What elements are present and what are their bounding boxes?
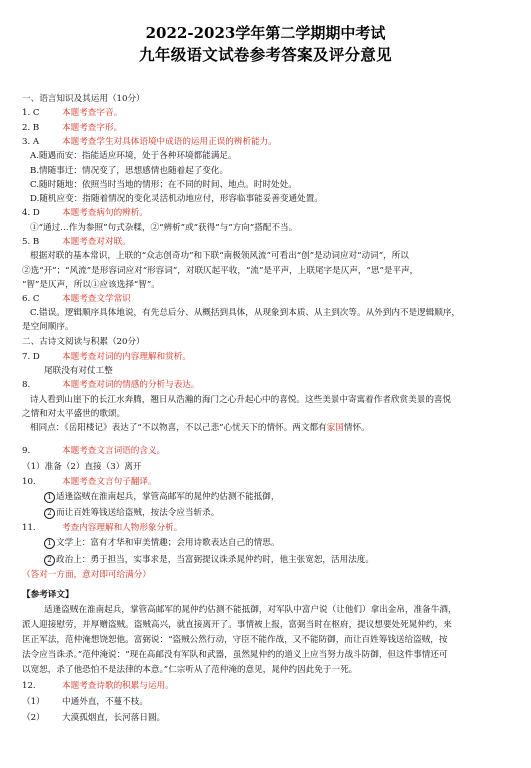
answer-line-q3d [30,194,323,205]
question-number: 1. C [22,108,40,118]
answer-explanation: 本题考查字音。 [62,108,123,118]
page-title: 2022-2023学年第二学期期中考试 [145,24,386,42]
answer-line-q6 [22,294,131,305]
answer-text: 相同点：《岳阳楼记》表达了“不以物喜，不以己悲”心忧天下的情怀。两文都有家国情怀。 [30,423,370,433]
answer-explanation: 本题考查对词的内容理解和赏析。 [62,352,191,362]
answer-text: 匡正军法，范仲淹想饶恕他。富弼说：“盗贼公然行动，守臣不能作战，又不能防御，而让百姓筹钱送给盗贼，按 [22,635,448,645]
answer-explanation: 本题考查对词的情感的分析与表达。 [62,380,200,390]
answer-explanation: 本题考查学生对具体语境中成语的运用正误的辨析能力。 [62,137,277,147]
answer-explanation: 本题考查病句的辨析。 [62,208,148,218]
answer-text: ②选“开”；“风流”是形容词应对“形容词”，对联仄起平收，“流”是平声，上联尾字是仄声，“思”是平声， [22,266,419,276]
answer-line-q10a [44,492,279,503]
answer-line-ref [22,590,74,601]
question-number: 7. D [22,352,40,362]
answer-line-sec2 [22,337,145,348]
answer-line-q10b [44,508,219,519]
answer-line-q9a [22,462,142,473]
answer-line-q12a [22,697,148,708]
answer-line-q11a [44,538,279,549]
answer-line-q5 [22,237,131,248]
answer-line-q7a [44,366,113,377]
answer-line-q10 [22,477,157,488]
question-number: 6. C [22,294,40,304]
answer-line-ref4 [22,650,448,661]
answer-line-q5b [22,266,418,277]
answer-line-sec1 [22,94,145,105]
answer-text: 以宽恕，杀了他恐怕不是法律的本意。”仁宗听从了范仲淹的意见，晁仲约因此免于一死。 [22,665,358,675]
answer-line-q8b [22,409,125,420]
answer-explanation: 考查内容理解和人物形象分析。 [62,523,183,533]
answer-explanation: （答对一方面，意对即可给满分） [22,570,151,580]
answer-text: ①“通过…作为参照”句式杂糅，②“辨析”或“获得”与“方向”搭配不当。 [30,223,298,233]
question-number: 2. B [22,123,40,133]
question-number: 12. [22,681,36,691]
question-number: 5. B [22,237,40,247]
answer-text: 是空间顺序。 [22,322,74,332]
answer-text: 政治上：勇于担当，实事求是，当富弼提议诛杀晁仲约时，他主张宽恕，活用法度。 [56,555,374,565]
answer-line-q11 [22,523,182,534]
answer-line-q8 [22,380,200,391]
answer-line-q3a [30,151,237,162]
answer-line-q12 [22,681,174,692]
answer-text: 而让百姓筹钱送给盗贼，按法令应当斩杀。 [56,508,220,518]
answer-line-q8c [30,423,370,434]
answer-text: C.错误。逻辑顺序具体地说，有先总后分、从概括到具体，从现象到本质、从主到次等。从外到内不是逻辑顺序， [30,308,461,318]
question-number: 8. [22,380,31,390]
question-number: （2） [22,713,45,723]
question-number: 11. [22,523,36,533]
answer-text: 法令应当诛杀。”范仲淹说：“现在高邮没有军队和武器，虽然晁仲约的道义上应当努力战斗防御，但这件事情还可 [22,650,448,660]
answer-text: 适逢盗贼在淮南起兵，掌管高邮军的晁仲约估测不能抵御， [56,492,280,502]
answer-text: 【参考译文】 [22,590,74,600]
page-subtitle: 九年级语文试卷参考答案及评分意见 [139,45,392,64]
circled-number: 2 [44,508,55,519]
answer-line-ref2 [22,620,452,631]
highlight-text: 家国 [326,423,344,433]
circled-number: 1 [44,538,55,549]
question-number: 3. A [22,137,40,147]
answer-text: 中通外直，不蔓不枝。 [62,697,148,707]
answer-text: A.随遇而安：指能适应环境，处于各种环境都能满足。 [30,151,237,161]
answer-line-q1 [22,108,122,119]
answer-text: （1）准备（2）直接（3）离开 [22,462,142,472]
circled-number: 1 [44,492,55,503]
answer-line-q5c [22,280,160,291]
answer-explanation: 本题考查诗歌的积累与运用。 [62,681,174,691]
answer-explanation: 本题考查字形。 [62,123,123,133]
answer-text: 之情和对太平盛世的歌颂。 [22,409,126,419]
answer-line-q3c [30,180,297,191]
answer-text: 根据对联的基本常识，上联的“众志创奇功”和下联“南极领风流”可看出“创”是动词应对“动词”，所以 [30,251,409,261]
answer-line-q12b [22,713,165,724]
answer-line-q11b [44,555,374,566]
answer-line-q11c [22,570,151,581]
answer-line-q6b [22,322,74,333]
question-number: （1） [22,697,45,707]
answer-text: 派人迎接慰劳，并厚赠盗贼。盗贼高兴，就直接离开了。事情被上报，富弼当时在枢府，提议想要处死晁仲约，来 [22,620,452,630]
answer-line-ref1 [44,605,457,616]
answer-line-q4 [22,208,148,219]
question-number: 10. [22,477,36,487]
answer-text: 大漠孤烟直，长河落日圆。 [62,713,166,723]
answer-line-ref3 [22,635,448,646]
answer-text: D.随机应变：指随着情况的变化灵活机动地应付，形容临事能妥善变通处置。 [30,194,323,204]
answer-line-q7 [22,352,191,363]
answer-explanation: 本题考查对对联。 [62,237,131,247]
answer-text: 一、语言知识及其运用（10分） [22,94,145,104]
answer-line-ref5 [22,665,357,676]
answer-text: 二、古诗文阅读与积累（20分） [22,337,145,347]
answer-explanation: 本题考查文言句子翻译。 [62,477,157,487]
answer-line-q2 [22,123,122,134]
answer-text: 适逢盗贼在淮南起兵，掌管高邮军的晁仲约估测不能抵御，对军队中富户说（让他们）拿出金帛，准备牛酒， [44,605,457,615]
answer-explanation: 本题考查文学常识 [62,294,131,304]
answer-text: 尾联没有对仗工整 [44,366,113,376]
answer-line-q6a [30,308,460,319]
answer-line-q3b [30,166,228,177]
answer-text: 文学上：富有才华和审美情趣；会用诗歌表达自己的情思。 [56,538,280,548]
answer-text: B.情随事迁：情况变了，思想感情也随着起了变化。 [30,166,229,176]
answer-text: 诗人看到山崖下的长江水奔腾，翘日从浩瀚的海门之心升起心中的喜悦。这些美景中寄寓着作者欣赏美景的喜悦 [30,395,452,405]
answer-line-q9 [22,446,165,457]
answer-explanation: 本题考查文言词语的含义。 [62,446,166,456]
question-number: 4. D [22,208,40,218]
answer-text: “智”是仄声，所以①应该选择“智”。 [22,280,160,290]
question-number: 9. [22,446,31,456]
answer-line-q3 [22,137,277,148]
answer-line-q5a [30,251,409,262]
circled-number: 2 [44,555,55,566]
answer-line-q4a [30,223,297,234]
answer-text: C.随时随地：依照当时当地的情形；在不同的时间、地点。时时处处。 [30,180,297,190]
answer-line-q8a [30,395,451,406]
